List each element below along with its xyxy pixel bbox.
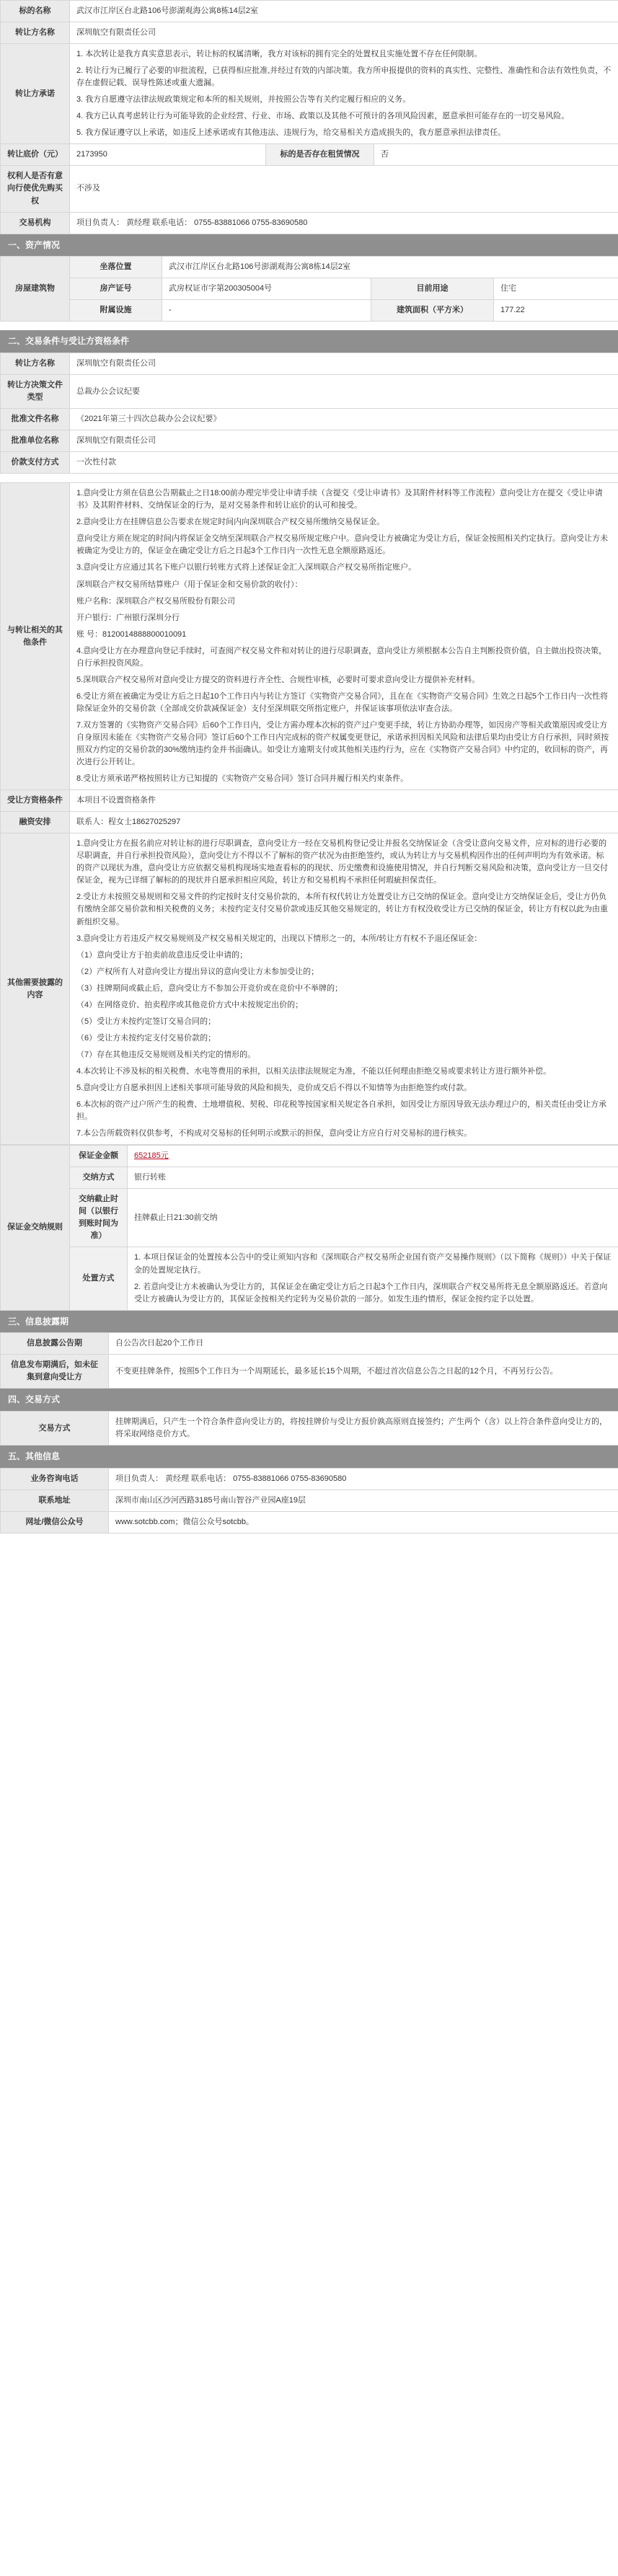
section-header-assets: 一、资产情况 [0, 234, 618, 257]
s2-transferor-label: 转让方名称 [1, 353, 70, 374]
other-conditions-list [70, 483, 618, 790]
important-item: 6.本次标的资产过户所产生的税费、土地增值税、契税、印花税等按国家相关规定各自承担，如因受让方原因导致无法办理过户的，相关责任由受让方承担。 [76, 1100, 607, 1122]
contact-address-row [1, 1490, 618, 1511]
spacer [0, 322, 618, 330]
condition-item: 6.受让方须在被确定为受让方后之日起10个工作日内与转让方签订《实物资产交易合同》，且在在《实物资产交易合同》生效之日起5个工作日内一次性将除保证金外的交易价款（全部成交价款减保证金）支付至深圳联交所指定账户，并保证该事项依法审查合法。 [76, 691, 609, 713]
commitment-label: 转让方承诺 [1, 44, 70, 144]
area-value: 177.22 [494, 300, 618, 322]
payment-label: 价款支付方式 [1, 452, 70, 474]
important-item: （2）产权所有人对意向受让方提出异议的意向受让方未参加受让的； [76, 967, 319, 976]
important-item: 7.本公告所载资料仅供参考，不构成对交易标的任何明示或默示的担保，意向受让方应自行对交易标的进行核实。 [76, 1129, 472, 1138]
contact-table [0, 1468, 618, 1533]
institution-row [1, 212, 618, 234]
approve-unit-value: 深圳航空有限责任公司 [70, 430, 618, 452]
detail-table [0, 482, 618, 1145]
deposit-deadline-value: 挂牌截止日21:30前交纳 [128, 1189, 618, 1247]
deposit-amount-row [1, 1146, 618, 1167]
asset-cert-row [1, 278, 618, 300]
important-row [1, 833, 618, 1145]
deposit-table [0, 1145, 618, 1310]
commitment-item: 5. 我方保证遵守以上承诺，如违反上述承诺或有其他违法、违规行为，给交易相关方造成损失的，我方愿意承担法律责任。 [76, 128, 506, 138]
deposit-method-label: 交纳方式 [70, 1167, 128, 1189]
facility-value: - [162, 300, 371, 322]
important-item: （5）受让方未按约定签订交易合同的； [76, 1017, 216, 1026]
important-item: （4）在网络竞价、拍卖程序或其他竞价方式中未按规定出价的； [76, 1000, 304, 1009]
important-list [70, 833, 618, 1145]
deposit-disposal-list [128, 1247, 618, 1310]
disclosure-period-value: 自公告次日起20个工作日 [109, 1333, 618, 1355]
s2-transferor-value: 深圳航空有限责任公司 [70, 353, 618, 374]
cert-label: 房产证号 [70, 278, 162, 300]
commitment-row [1, 44, 618, 144]
approve-unit-label: 批准单位名称 [1, 430, 70, 452]
disclosure-period-label: 信息披露公告期 [1, 1333, 109, 1355]
deposit-amount-label: 保证金金额 [70, 1146, 128, 1167]
priority-value: 不涉及 [70, 166, 618, 212]
other-conditions-label: 与转让相关的其他条件 [1, 483, 70, 790]
institution-value: 项目负责人： 黄经理 联系电话： 0755-83881066 0755-83690580 [70, 212, 618, 234]
price-row [1, 144, 618, 166]
manager-row [1, 812, 618, 833]
condition-item: 7.双方签署的《实物资产交易合同》后60个工作日内，受让方需办理本次标的资产过户变更手续，转让方协助办理等，如因房产等相关政策原因或受让方自身原因未能在《实物资产交易合同》签订后60个工作日内完成标的资产权属变更登记，承诺承担因相关风险和法律后果均由受让方自行承担，同时须按照双方约定的交易价款的30%缴纳违约金并书面确认。如受让方逾期支付或其他相关违约行为，应在《实物资产交易合同》中约定的，收回标的资产，再次进行公开转让。 [76, 720, 609, 767]
section-header-other: 五、其他信息 [0, 1446, 618, 1468]
trade-method-value: 挂牌期满后，只产生一个符合条件意向受让方的，将按挂牌价与受让方报价孰高原则直接签约；产生两个（含）以上符合条件意向受让方的，将采取网络竞价方式。 [109, 1411, 618, 1445]
disclosure-period-row [1, 1333, 618, 1355]
facility-label: 附属设施 [70, 300, 162, 322]
condition-item: 账 号：8120014888800010091 [76, 629, 187, 639]
reserve-price-label: 转让底价（元） [1, 144, 70, 166]
approve-doc-label: 批准文件名称 [1, 409, 70, 430]
condition-item: 意向受让方须在规定的时间内将保证金交纳至深圳联合产权交易所规定账户中。意向受让方被确定为受让方后，保证金按照相关约定执行。意向受让方未被确定为受让方的，保证金在确定受让方后之日起3个工作日内一次性无息全额原路返还。 [76, 534, 608, 556]
section-header-conditions: 二、交易条件与受让方资格条件 [0, 330, 618, 353]
important-item: 1.意向受让方在报名前应对转让标的进行尽职调查，意向受让方一经在交易机构登记受让并报名交纳保证金（含受让意向交易文件，应对标的进行必要的尽职调查，并自行承担投资风险），意向受让方不得以不了解标的资产状况为由拒绝签约，或认为转让方与交易机构因作出的任何声明均为有效承诺。标的资产以现状为准，意向受让方应依据交易机构现场实地查看标的的现状、历史缴费和设施使用情况，并自行判断交易风险和决策，意向受让方一旦交付保证金，视为已详细了解标的的现状并自愿承担相应风险，转让方和交易机构不承担任何瑕疵担保责任。 [76, 839, 608, 885]
disclosure-table [0, 1332, 618, 1389]
conditions-table [0, 353, 618, 474]
condition-item: 账户名称：深圳联合产权交易所股份有限公司 [76, 596, 235, 606]
condition-item: 开户银行：广州银行深圳分行 [76, 613, 180, 622]
priority-row [1, 166, 618, 212]
transferor-label: 转让方名称 [1, 22, 70, 44]
condition-item: 4.意向受让方在办理意向登记手续时，可查阅产权交易文件和对转让的进行尽职调查，意向受让方须根据本公告自主判断投资价值，自主做出投资决策，自行承担投资风险。 [76, 646, 607, 668]
condition-item: 3.意向受让方应通过其名下账户以银行转账方式将上述保证金汇入深圳联合产权交易所指定账户。 [76, 563, 417, 572]
important-item: （1）意向受让方于拍卖前故意违反受让申请的； [76, 950, 248, 960]
basic-info-table [0, 0, 618, 234]
important-item: （7）存在其他违反交易规则及相关约定的情形的。 [76, 1050, 256, 1059]
target-name-label: 标的名称 [1, 1, 70, 22]
trade-method-table [0, 1411, 618, 1446]
location-label: 坐落位置 [70, 257, 162, 278]
lease-label: 标的是否存在租赁情况 [266, 144, 374, 166]
deposit-method-value: 银行转账 [128, 1167, 618, 1189]
deposit-disposal-label: 处置方式 [70, 1247, 128, 1310]
priority-label: 权利人是否有意向行使优先购买权 [1, 166, 70, 212]
reserve-price-value: 2173950 [70, 144, 266, 166]
asset-area-row [1, 300, 618, 322]
disposal-item: 1. 本项目保证金的处置按本公告中的受让须知内容和《深圳联合产权交易所企业国有资产交易操作规则》（以下简称《规则》）中关于保证金的处置规定执行。 [134, 1253, 612, 1275]
location-value: 武汉市江岸区台北路106号澎湖观海公寓8栋14层2室 [162, 257, 618, 278]
important-item: 3.意向受让方若违反产权交易规则及产权交易相关规定的，出现以下情形之一的，本所/转让方有权不予退还保证金： [76, 934, 482, 943]
disclosure-extend-value: 不变更挂牌条件，按照5个工作日为一个周期延长，最多延长15个周期，不超过首次信息公告之日起的12个月，不再另行公告。 [109, 1355, 618, 1389]
condition-item: 2.意向受让方在挂牌信息公告要求在规定时间内向深圳联合产权交易所缴纳交易保证金。 [76, 518, 385, 527]
contact-address-value: 深圳市南山区沙河西路3185号南山智谷产业园A座19层 [109, 1490, 618, 1511]
trade-method-label: 交易方式 [1, 1411, 109, 1445]
manager-value: 联系人：程女士18627025297 [70, 812, 618, 833]
important-item: 4.本次转让不涉及标的相关税费、水电等费用的承担，以相关法律法规规定为准，不能以任何理由拒绝交易或要求转让方进行额外补偿。 [76, 1066, 552, 1076]
target-name-value: 武汉市江岸区台北路106号澎湖观海公寓8栋14层2室 [70, 1, 618, 22]
deposit-method-row [1, 1167, 618, 1189]
qualification-value: 本项目不设置资格条件 [70, 790, 618, 812]
contact-phone-row [1, 1468, 618, 1490]
payment-row [1, 452, 618, 474]
contact-website-value[interactable]: www.sotcbb.com；微信公众号sotcbb。 [109, 1511, 618, 1533]
area-label: 建筑面积（平方米） [371, 300, 494, 322]
commitment-item: 2. 转让行为已履行了必要的审批流程，已获得相应批准,并经过有效的内部决策。我方所申报提供的资料的真实性、完整性、准确性和合法有效性负责，不存在虚假记载、误导性陈述或重大遗漏。 [76, 66, 612, 88]
decision-value: 总裁办公会议纪要 [70, 374, 618, 408]
condition-item: 1.意向受让方须在信息公告期截止之日18:00前办理完毕受让申请手续（含提交《受让申请书》及其附件材料等工作流程）意向受让方在提交《受让申请书》及其附件材料、交纳保证金的行为，是对交易条件和转让底价的认可和接受。 [76, 489, 603, 510]
cert-value: 武房权证市字第200305004号 [162, 278, 371, 300]
other-conditions-row [1, 483, 618, 790]
usage-value: 住宅 [494, 278, 618, 300]
transferor-value: 深圳航空有限责任公司 [70, 22, 618, 44]
contact-phone-value: 项目负责人： 黄经理 联系电话： 0755-83881066 0755-83690580 [109, 1468, 618, 1490]
manager-label: 融资安排 [1, 812, 70, 833]
commitment-item: 1. 本次转让是我方真实意思表示，转让标的权属清晰，我方对该标的拥有完全的处置权且实施处置不存在任何限制。 [76, 50, 482, 59]
commitment-list [70, 44, 618, 144]
usage-label: 目前用途 [371, 278, 494, 300]
disclosure-extend-row [1, 1355, 618, 1389]
approve-unit-row [1, 430, 618, 452]
disclosure-extend-label: 信息发布期满后，如未征集到意向受让方 [1, 1355, 109, 1389]
deposit-disposal-row [1, 1247, 618, 1310]
deposit-deadline-label: 交纳截止时间（以银行到账时间为准） [70, 1189, 128, 1247]
deposit-amount-cell [128, 1146, 618, 1167]
important-item: （6）受让方未按约定支付交易价款的； [76, 1033, 216, 1043]
transferor-row [1, 22, 618, 44]
important-item: 5.意向受让方自愿承担因上述相关事项可能导致的风险和损失，竞价成交后不得以不知情等为由拒绝签约或付款。 [76, 1084, 472, 1092]
section-header-disclosure: 三、信息披露期 [0, 1311, 618, 1333]
qualification-label: 受让方资格条件 [1, 790, 70, 812]
important-item: （3）挂牌期间或截止后，意向受让方不参加公开竞价或在竞价中不举牌的； [76, 983, 343, 993]
decision-label: 转让方决策文件类型 [1, 374, 70, 408]
asset-location-row [1, 257, 618, 278]
payment-value: 一次性付款 [70, 452, 618, 474]
institution-label: 交易机构 [1, 212, 70, 234]
approve-doc-value: 《2021年第三十四次总裁办公会议纪要》 [70, 409, 618, 430]
trade-method-row [1, 1411, 618, 1445]
important-label: 其他需要披露的内容 [1, 833, 70, 1145]
qualification-row [1, 790, 618, 812]
important-item: 2.受让方未按照交易规则和交易文件的约定按时支付交易价款的，本所有权代转让方处置受让方已交纳的保证金。意向受让方交纳保证金后，受让方仍负有缴纳全部交易价款和相关税费的义务；未按约定支付交易价款或违反其他交易规定的，转让方有权没收受让方已交纳的保证金，转让方有权以此为由重新组织交易。 [76, 893, 608, 926]
s2-transferor-row [1, 353, 618, 374]
condition-item: 深圳联合产权交易所结算账户（用于保证金和交易价款的收付）： [76, 580, 303, 589]
asset-group-label: 房屋建筑物 [1, 257, 70, 322]
commitment-item: 3. 我方自愿遵守法律法规政策规定和本所的相关规则，并按照公告等有关约定履行相应的义务。 [76, 95, 411, 105]
deposit-deadline-row [1, 1189, 618, 1247]
condition-item: 5.深圳联合产权交易所对意向受让方提交的资料进行齐全性、合规性审核，必要时可要求意向受让方提供补充材料。 [76, 675, 480, 684]
asset-table [0, 256, 618, 322]
contact-phone-label: 业务咨询电话 [1, 1468, 109, 1490]
lease-value: 否 [374, 144, 618, 166]
contact-website-row [1, 1511, 618, 1533]
deposit-group-label: 保证金交纳规则 [1, 1146, 70, 1310]
contact-website-label: 网址/微信公众号 [1, 1511, 109, 1533]
condition-item: 8.受让方须承诺严格按照转让方已知提的《实物资产交易合同》签订合同并履行相关约束条件。 [76, 774, 409, 784]
decision-row [1, 374, 618, 408]
target-name-row [1, 1, 618, 22]
spacer [0, 474, 618, 482]
deposit-amount-value: 652185元 [134, 1151, 169, 1161]
disposal-item: 2. 若意向受让方未被确认为受让方的，其保证金在确定受让方后之日起3个工作日内，深圳联合产权交易所将无息全额原路返还。若意向受让方被确认为受让方的，其保证金按相关约定转为交易价款的一部分。如发生违约情形，保证金按约定予以处置。 [134, 1282, 608, 1304]
section-header-trade-method: 四、交易方式 [0, 1389, 618, 1411]
commitment-item: 4. 我方已认真考虑转让行为可能导致的企业经营、行业、市场、政策以及其他不可预计的各项风险因素，愿意承担可能存在的一切交易风险。 [76, 112, 570, 121]
approve-doc-row [1, 409, 618, 430]
contact-address-label: 联系地址 [1, 1490, 109, 1511]
